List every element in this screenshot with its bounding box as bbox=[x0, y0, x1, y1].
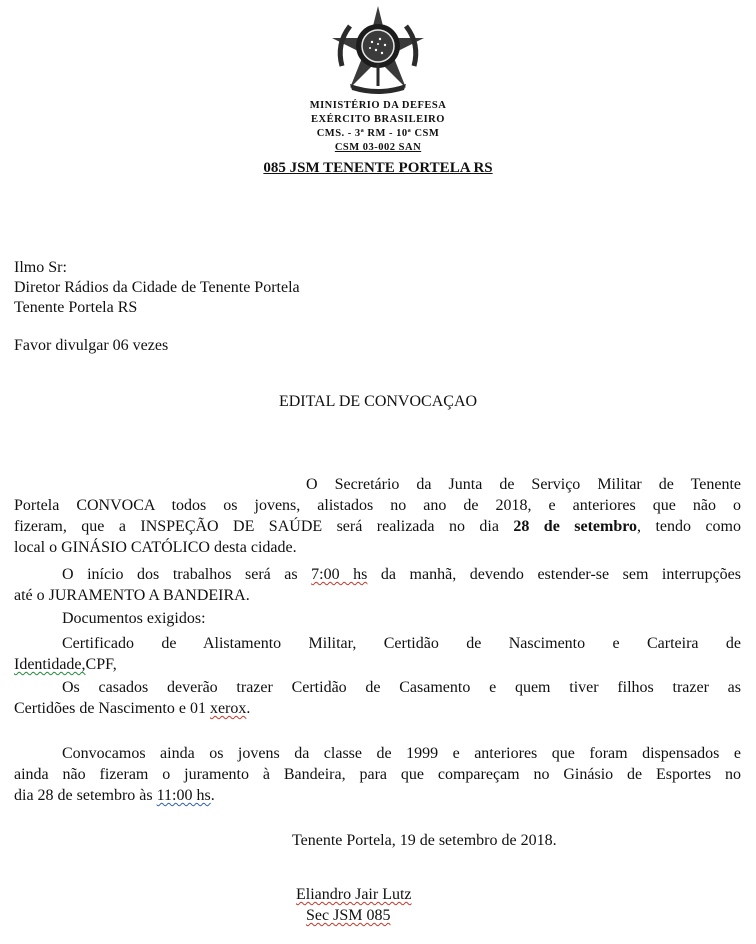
documents-cpf: CPF, bbox=[85, 656, 117, 673]
body-p2-a: O início dos trabalhos será as bbox=[62, 566, 312, 583]
married-line1: Os casados deverão trazer Certidão de Casamento e quem tiver filhos trazer as bbox=[62, 679, 741, 696]
header-csm-code: CSM 03-002 SAN bbox=[334, 142, 422, 153]
documents-label: Documentos exigidos: bbox=[62, 610, 206, 627]
header-command: CMS. - 3ª RM - 10ª CSM bbox=[316, 128, 440, 139]
body-p3-line3 bbox=[14, 785, 215, 806]
header-army: EXÉRCITO BRASILEIRO bbox=[311, 114, 445, 125]
body-p2-line1 bbox=[62, 564, 741, 585]
header-ministry: MINISTÉRIO DA DEFESA bbox=[309, 100, 447, 111]
body-p3-line2: ainda não fizeram o juramento à Bandeira, para que compareçam no Ginásio de Esportes no bbox=[14, 766, 741, 783]
signature-role bbox=[306, 905, 390, 926]
addressee-city: Tenente Portela RS bbox=[14, 299, 138, 316]
married-line2-a: Certidões de Nascimento e 01 bbox=[14, 700, 210, 717]
married-xerox: xerox bbox=[209, 700, 247, 717]
body-p1-line4: local o GINÁSIO CATÓLICO desta cidade. bbox=[14, 539, 297, 556]
body-p3-a: dia 28 de setembro às bbox=[14, 787, 157, 804]
signature-name bbox=[296, 884, 412, 905]
body-p1-line2: Portela CONVOCA todos os jovens, alistados no ano de 2018, e anteriores que não o bbox=[14, 497, 741, 514]
body-p1-line3 bbox=[14, 516, 741, 537]
documents-line1: Certificado de Alistamento Militar, Certidão de Nascimento e Carteira de bbox=[62, 635, 741, 652]
header-unit bbox=[0, 160, 756, 177]
body-p1-line3-a: fizeram, que a INSPEÇÃO DE SAÚDE será realizada no dia bbox=[14, 518, 514, 535]
documents-identity: Identidade, bbox=[14, 656, 86, 673]
place-date: Tenente Portela, 19 de setembro de 2018. bbox=[292, 832, 557, 849]
body-p3-time: 11:00 hs bbox=[156, 787, 211, 804]
body-p1-line1 bbox=[306, 474, 741, 495]
signature-role-text: Sec JSM 085 bbox=[306, 907, 391, 924]
header-unit-label: 085 JSM TENENTE PORTELA RS bbox=[263, 160, 493, 176]
body-p3-line1: Convocamos ainda os jovens da classe de 1999 e anteriores que foram dispensados e bbox=[62, 745, 741, 762]
married-line2 bbox=[14, 698, 250, 719]
documents-line2 bbox=[14, 654, 117, 675]
body-p3-b: . bbox=[210, 787, 215, 804]
married-line2-b: . bbox=[246, 700, 251, 717]
signature-name-text: Eliandro Jair Lutz bbox=[296, 886, 412, 903]
body-p2-time: 7:00 hs bbox=[311, 566, 368, 583]
addressee-recipient: Diretor Rádios da Cidade de Tenente Portela bbox=[14, 279, 300, 296]
header-csm bbox=[0, 141, 756, 155]
body-p1-date: 28 de setembro bbox=[513, 518, 638, 535]
document-title: EDITAL DE CONVOCAÇAO bbox=[278, 393, 478, 410]
broadcast-request: Favor divulgar 06 vezes bbox=[14, 337, 169, 354]
body-p1-line3-b: , tendo como bbox=[637, 518, 741, 535]
body-p2-b: da manhã, devendo estender-se sem interrupções bbox=[367, 566, 742, 583]
addressee-salutation: Ilmo Sr: bbox=[14, 259, 67, 276]
coat-of-arms-emblem bbox=[328, 4, 428, 94]
body-p2-line2: até o JURAMENTO A BANDEIRA. bbox=[14, 587, 250, 604]
body-p1-line1-text: O Secretário da Junta de Serviço Militar de Tenente bbox=[306, 476, 741, 493]
